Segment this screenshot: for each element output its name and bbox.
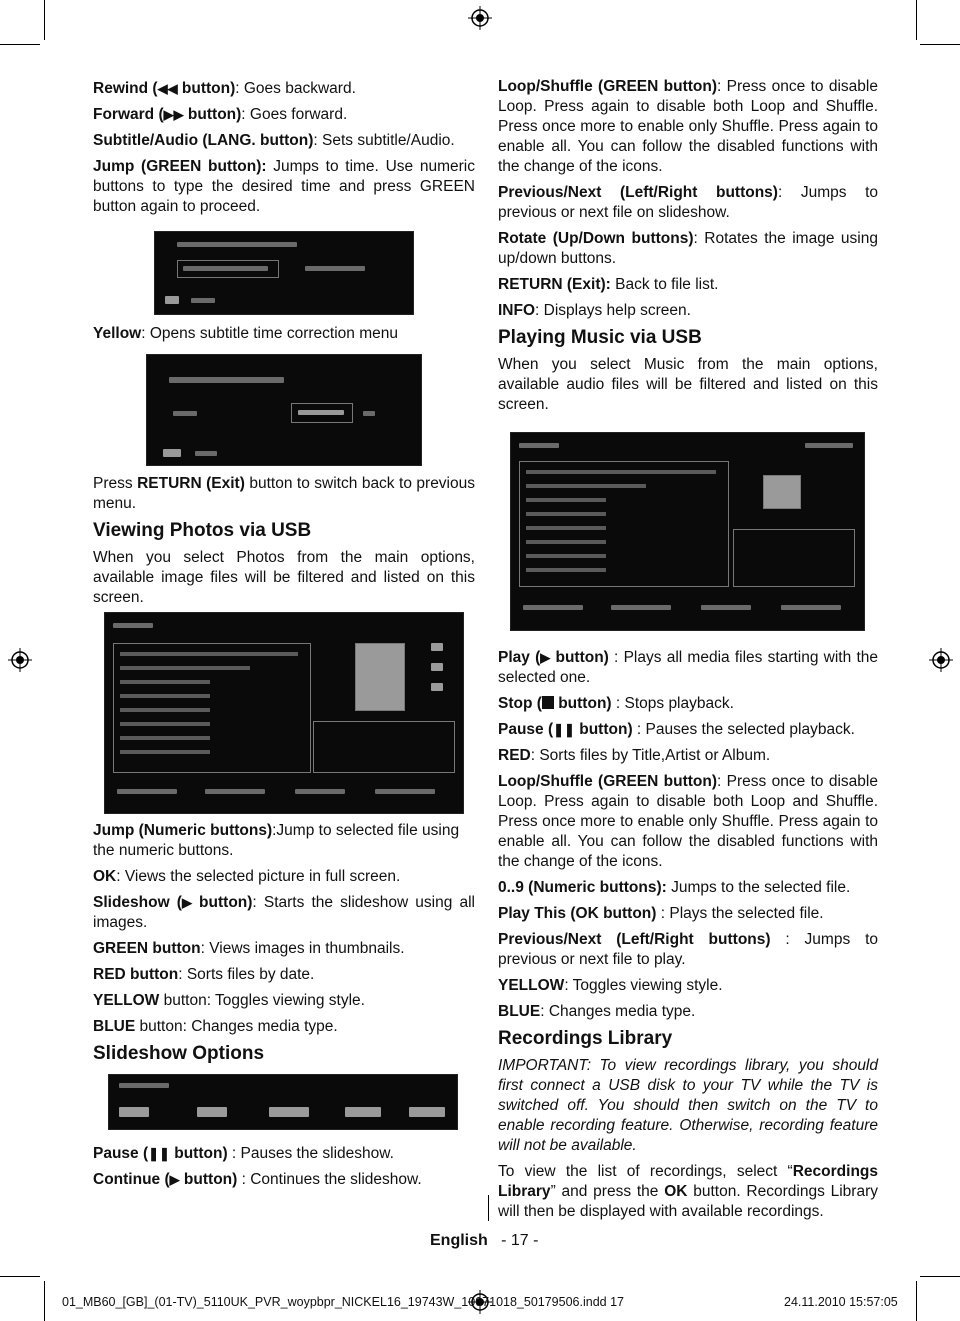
photos-heading: Viewing Photos via USB (93, 520, 312, 541)
pause-item: Pause (❚❚ button) : Pauses the slideshow. (93, 1145, 394, 1162)
continue-item: Continue (▶ button) : Continues the slideshow. (93, 1171, 422, 1188)
return-item: RETURN (Exit): Back to file list. (498, 276, 719, 293)
blue-item: BLUE button: Changes media type. (93, 1018, 338, 1035)
subtitle-correction-screenshot (146, 354, 422, 466)
music-description: When you select Music from the main options, available audio files will be filtered and listed on this screen. (498, 356, 878, 413)
jumpnum-item: Jump (Numeric buttons):Jump to selected file using the numeric buttons. (93, 822, 460, 859)
blue-media-item: BLUE: Changes media type. (498, 1003, 696, 1020)
jump-item: Jump (GREEN button): Jumps to time. Use numeric buttons to type the desired time and press GREEN button again to proceed. (93, 158, 475, 215)
crop-mark (44, 0, 45, 40)
registration-mark-icon (8, 648, 32, 672)
page-footer: English - 17 - (430, 1232, 539, 1249)
forward-item: Forward (▶▶ button): Goes forward. (93, 106, 348, 123)
loop-shuffle-item: Loop/Shuffle (GREEN button): Press once to disable Loop. Press again to disable both Loop and Shuffle. Press once more to enable only Shuffle. Press again to enable all. You can follow the disabled functions with the change of the icons. (498, 773, 878, 870)
playthis-item: Play This (OK button) : Plays the selected file. (498, 905, 824, 922)
crop-mark (0, 1276, 40, 1277)
red-sort-item: RED: Sorts files by Title,Artist or Album. (498, 747, 771, 764)
left-low-column (93, 821, 475, 1071)
print-datetime: 24.11.2010 15:57:05 (784, 1295, 898, 1309)
slideshow-item: Slideshow (▶ button): Starts the slideshow using all images. (93, 894, 475, 931)
registration-mark-icon (929, 648, 953, 672)
right-top-column (498, 77, 878, 421)
yellow-item: YELLOW button: Toggles viewing style. (93, 992, 365, 1009)
subtitle-item: Subtitle/Audio (LANG. button): Sets subtitle/Audio. (93, 132, 455, 149)
recordings-instructions: To view the list of recordings, select “Recordings Library” and press the OK button. Recordings Library will then be displayed with available recordings. (498, 1163, 878, 1220)
music-heading: Playing Music via USB (498, 327, 702, 348)
play-icon: ▶ (181, 895, 192, 910)
important-note: IMPORTANT: To view recordings library, you should first connect a USB disk to your TV while the TV is switched off. You should then switch on the TV to enable recording feature. Otherwise, recording feature will not be available. (498, 1057, 878, 1154)
recordings-heading: Recordings Library (498, 1028, 673, 1049)
stop-icon (542, 696, 554, 709)
stop-item: Stop ( button) : Stops playback. (498, 695, 734, 712)
play-item: Play (▶ button) : Plays all media files starting with the selected one. (498, 649, 878, 686)
red-item: RED button: Sorts files by date. (93, 966, 315, 983)
photo-browser-screenshot (104, 612, 464, 814)
crop-mark (44, 1281, 45, 1321)
slideshow-options-screenshot (108, 1074, 458, 1130)
info-item: INFO: Displays help screen. (498, 302, 691, 319)
rewind-icon: ◀◀ (157, 81, 178, 96)
right-low-column (498, 648, 878, 1228)
yellow-toggle-item: YELLOW: Toggles viewing style. (498, 977, 723, 994)
loop-item: Loop/Shuffle (GREEN button): Press once to disable Loop. Press again to disable both Loop and Shuffle. Press once more to enable only Shuffle. Press again to enable all. You can follow the disabled functions with the change of the icons. (498, 78, 878, 175)
slideshow-options-list (93, 1144, 475, 1196)
left-mid-column (93, 474, 475, 614)
rewind-item: Rewind (◀◀ button): Goes backward. (93, 80, 356, 97)
play-icon: ▶ (169, 1172, 180, 1187)
rotate-item: Rotate (Up/Down buttons): Rotates the image using up/down buttons. (498, 230, 878, 267)
pause-icon: ❚❚ (148, 1146, 170, 1161)
play-icon: ▶ (540, 650, 551, 665)
yellow-caption: Yellow: Opens subtitle time correction menu (93, 325, 398, 342)
ok-item: OK: Views the selected picture in full screen. (93, 868, 401, 885)
crop-mark (920, 44, 960, 45)
file-info: 01_MB60_[GB]_(01-TV)_5110UK_PVR_woypbpr_NICKEL16_19743W_10071018_50179506.indd 17 (62, 1295, 624, 1309)
return-note: Press RETURN (Exit) button to switch back to previous menu. (93, 475, 475, 512)
digits-item: 0..9 (Numeric buttons): Jumps to the selected file. (498, 879, 851, 896)
crop-mark (916, 0, 917, 40)
pause-playback-item: Pause (❚❚ button) : Pauses the selected playback. (498, 721, 855, 738)
crop-mark (920, 1276, 960, 1277)
crop-mark (916, 1281, 917, 1321)
prevnext-item: Previous/Next (Left/Right buttons): Jumps to previous or next file on slideshow. (498, 184, 878, 221)
photos-description: When you select Photos from the main options, available image files will be filtered and listed on this screen. (93, 549, 475, 606)
green-item: GREEN button: Views images in thumbnails. (93, 940, 405, 957)
jump-to-time-screenshot (154, 231, 414, 315)
prevnext-play-item: Previous/Next (Left/Right buttons) : Jumps to previous or next file to play. (498, 931, 878, 968)
registration-mark-icon (468, 6, 492, 30)
column-divider (488, 1195, 489, 1221)
music-browser-screenshot (510, 432, 865, 631)
fast-forward-icon: ▶▶ (163, 107, 184, 122)
slideshow-options-heading: Slideshow Options (93, 1043, 265, 1064)
pause-icon: ❚❚ (553, 722, 575, 737)
crop-mark (0, 44, 40, 45)
left-top-column (93, 79, 475, 223)
